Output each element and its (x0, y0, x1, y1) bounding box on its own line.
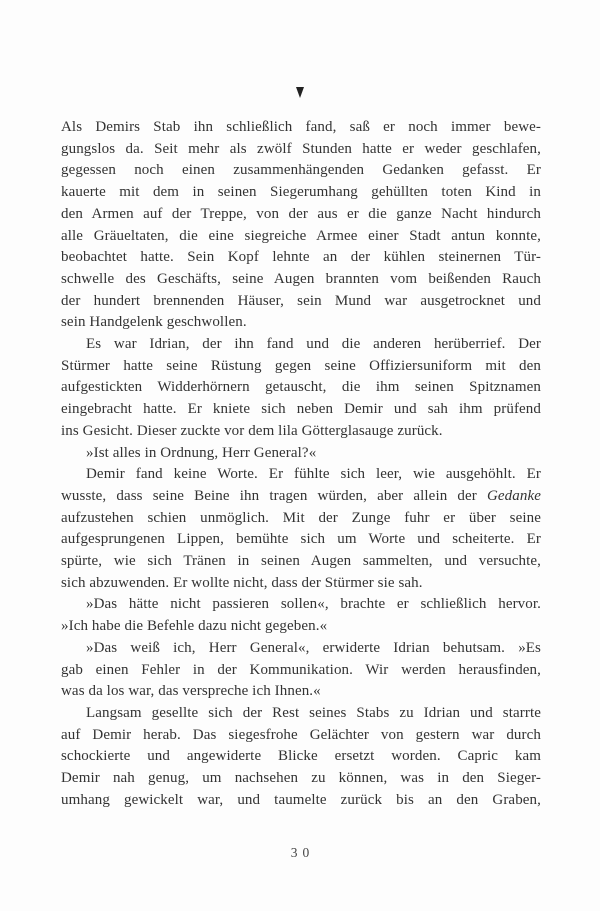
text-line: aufgestickten Widderhörnern getauscht, die ihm seinen Spitznamen (61, 379, 541, 396)
paragraph (61, 117, 541, 334)
text-line: aufgesprungenen Lippen, bemühte sich um Worte und scheiterte. Er (61, 531, 541, 548)
text-line: sein Handgelenk geschwollen. (61, 314, 247, 331)
text-line: gab einen Fehler in der Kommunikation. Wir werden herausfinden, (61, 661, 541, 678)
text-line: Es war Idrian, der ihn fand und die anderen herüberrief. Der (86, 336, 541, 353)
body-text (61, 117, 541, 812)
text-line: Stürmer hatte seine Rüstung gegen seine Offiziersuniform mit den (61, 357, 541, 374)
section-break (0, 87, 600, 98)
text-line: schwelle des Geschäfts, seine Augen brannten vom beißenden Rauch (61, 270, 541, 287)
text-line: Als Demirs Stab ihn schließlich fand, saß er noch immer bewe- (61, 119, 541, 135)
text-line: spürte, wie sich Tränen in seinen Augen sammelten, und versuchte, (61, 553, 541, 570)
text-line: alle Gräueltaten, die eine siegreiche Armee einer Stadt antun konnte, (61, 227, 541, 244)
text-line: »Ich habe die Befehle dazu nicht gegeben.« (61, 618, 328, 635)
text-line: umhang gewickelt war, und taumelte zurück bis an den Graben, (61, 791, 541, 808)
text-line: »Das hätte nicht passieren sollen«, brachte er schließlich hervor. (86, 596, 541, 613)
text-line: auf Demir herab. Das siegesfrohe Gelächter von gestern war durch (61, 726, 541, 743)
paragraph (61, 703, 541, 812)
paragraph-dialogue (61, 443, 541, 465)
page-number: 30 (290, 845, 315, 860)
text-line: aufzustehen schien unmöglich. Mit der Zunge fuhr er über seine (61, 509, 541, 526)
text-line: gegessen noch einen zusammenhängenden Gedanken gefasst. Er (61, 162, 541, 179)
text-line: den Armen auf der Treppe, von der aus er die ganze Nacht hindurch (61, 205, 541, 222)
text-line: schockierte und angewiderte Blicke ersetzt worden. Capric kam (61, 748, 541, 765)
paragraph-dialogue (61, 638, 541, 703)
paragraph (61, 334, 541, 443)
text-line: sich abzuwenden. Er wollte nicht, dass der Stürmer sie sah. (61, 574, 423, 591)
italic-word: Gedanke (486, 487, 541, 504)
text-line: Langsam gesellte sich der Rest seines Stabs zu Idrian und starrte (86, 704, 541, 721)
text-line: »Das weiß ich, Herr General«, erwiderte Idrian behutsam. »Es (86, 639, 541, 656)
text-line (61, 486, 541, 508)
text-line: kauerte mit dem in seinen Siegerumhang gehüllten toten Kind in (61, 184, 541, 201)
text-line: der hundert brennenden Häuser, sein Mund war ausgetrocknet und (61, 292, 541, 309)
paragraph (61, 464, 541, 594)
text-line: gungslos da. Seit mehr als zwölf Stunden hatte er weder geschlafen, (61, 140, 541, 157)
section-break-triangle-icon (296, 87, 304, 98)
text-segment: wusste, dass seine Beine ihn tragen würden, aber allein der (61, 487, 487, 504)
text-line: was da los war, das verspreche ich Ihnen.« (61, 683, 321, 700)
text-line: beobachtet hatte. Sein Kopf lehnte an der kühlen steinernen Tür- (61, 249, 541, 266)
text-line: Demir nah genug, um nachsehen zu können, was in den Sieger- (61, 770, 541, 787)
text-line: eingebracht hatte. Er kniete sich neben Demir und sah ihm prüfend (61, 401, 541, 418)
text-line: Demir fand keine Worte. Er fühlte sich leer, wie ausgehöhlt. Er (86, 466, 541, 483)
paragraph-dialogue (61, 594, 541, 637)
text-line: ins Gesicht. Dieser zuckte vor dem lila Götterglasauge zurück. (61, 422, 443, 439)
text-line: »Ist alles in Ordnung, Herr General?« (86, 444, 317, 461)
